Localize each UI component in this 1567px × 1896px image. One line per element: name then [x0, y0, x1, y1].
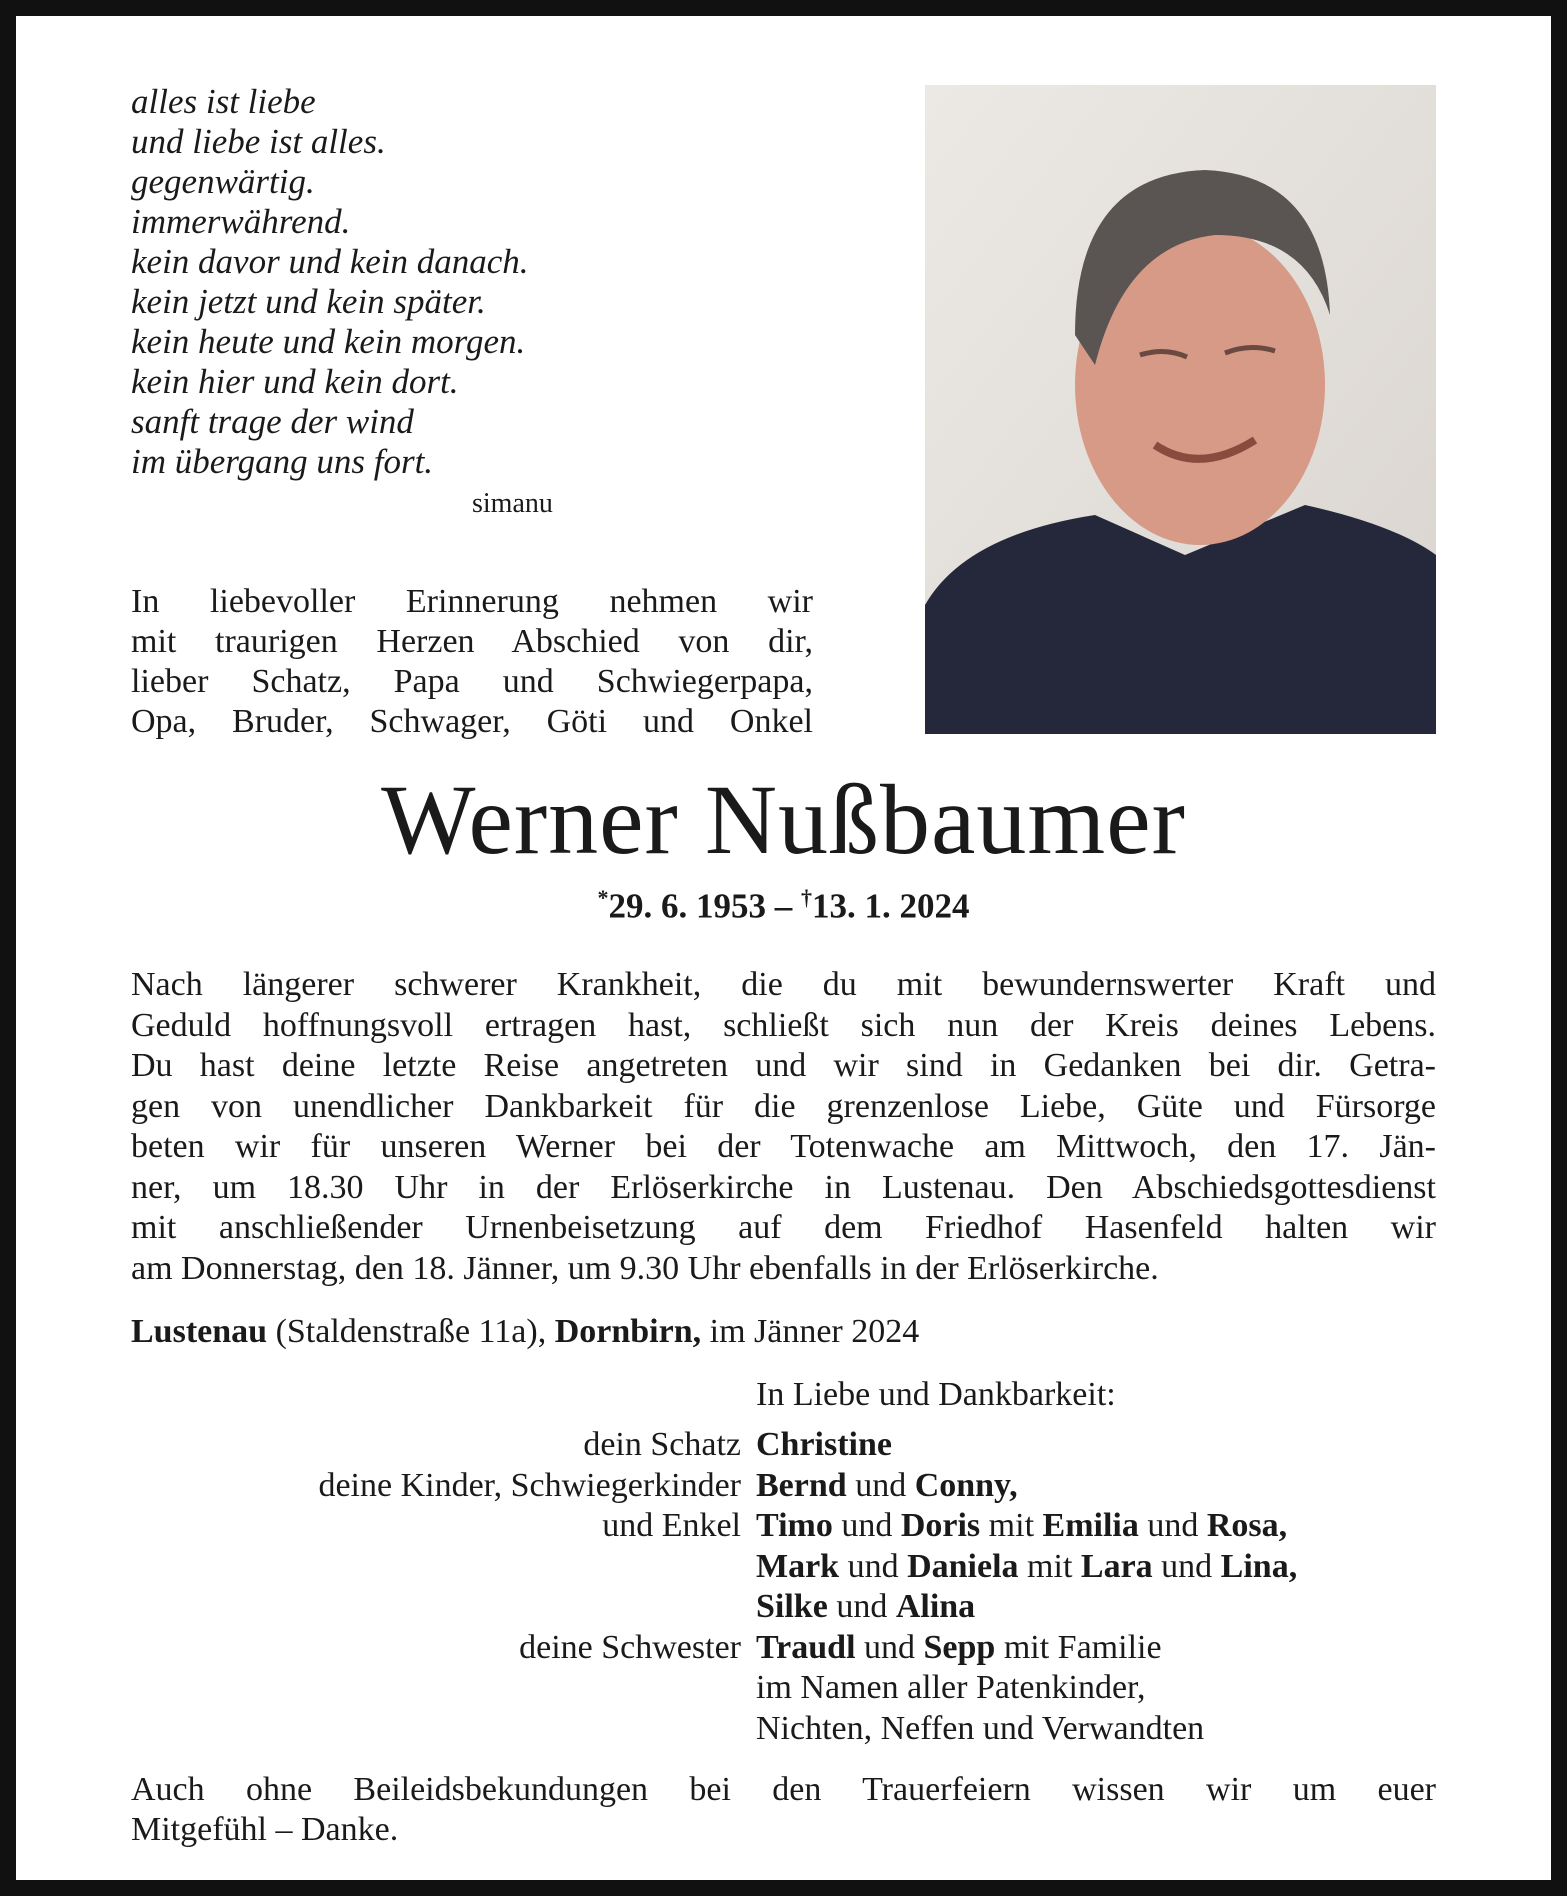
family-row [131, 1466, 1441, 1507]
family-member-name: Sepp [923, 1628, 996, 1666]
body-line: ner, um 18.30 Uhr in der Erlöserkirche in Lustenau. Den Abschiedsgottesdienst [131, 1168, 1436, 1206]
intro-line: lieber Schatz, Papa und Schwiegerpapa, [131, 663, 813, 700]
family-member-name: Lara [1080, 1547, 1153, 1585]
deceased-name: Werner Nußbaumer [381, 764, 1186, 875]
family-names [756, 1547, 1297, 1588]
relation-label [131, 1668, 756, 1709]
intro-line: In liebevoller Erinnerung nehmen wir [131, 583, 813, 620]
connector-text: und [827, 1588, 896, 1625]
poem-line: alles ist liebe [131, 82, 316, 121]
connector-text: und [846, 1466, 915, 1504]
poem-line: immerwährend. [131, 202, 351, 241]
relation-label: und Enkel [602, 1507, 741, 1544]
family-row [131, 1506, 1441, 1547]
relation-label [131, 1709, 756, 1750]
family-list [131, 1425, 1441, 1749]
death-date: 13. 1. 2024 [812, 886, 970, 926]
city-dornbirn: Dornbirn, [554, 1313, 702, 1350]
relation-label: dein Schatz [583, 1426, 741, 1463]
family-names [756, 1506, 1287, 1547]
connector-text: mit Familie [995, 1628, 1162, 1666]
poem-line: sanft trage der wind [131, 402, 414, 441]
family-row [131, 1425, 1441, 1466]
family-names [756, 1466, 1018, 1507]
body-line: mit anschließender Urnenbeisetzung auf dem Friedhof Hasenfeld halten wir [131, 1209, 1436, 1246]
connector-text: mit [980, 1507, 1043, 1544]
family-member-name: Traudl [756, 1628, 856, 1666]
family-names [756, 1709, 1204, 1750]
portrait-photo [925, 85, 1436, 734]
body-line: Nach längerer schwerer Krankheit, die du mit bewundernswerter Kraft und [131, 966, 1436, 1003]
date-separator: – [766, 886, 801, 926]
family-row [131, 1628, 1441, 1669]
connector-text: im Namen aller Patenkinder, [756, 1669, 1146, 1706]
closing-text [131, 1770, 1436, 1850]
relation-label [131, 1587, 756, 1628]
family-member-name: Silke [756, 1588, 828, 1625]
poem-line: kein davor und kein danach. [131, 242, 529, 281]
connector-text: und [839, 1547, 908, 1585]
family-row [131, 1547, 1441, 1588]
family-member-name: Daniela [907, 1547, 1019, 1585]
body-line: beten wir für unseren Werner bei der Totenwache am Mittwoch, den 17. Jän- [131, 1128, 1436, 1165]
closing-line: Mitgefühl – Danke. [131, 1811, 399, 1848]
family-names [756, 1628, 1162, 1669]
date-line: im Jänner 2024 [701, 1313, 920, 1350]
connector-text: und [832, 1507, 901, 1544]
thanks-heading: In Liebe und Dankbarkeit: [756, 1376, 1116, 1413]
body-text [131, 965, 1436, 1289]
address: (Staldenstraße 11a), [267, 1313, 555, 1350]
poem-line: und liebe ist alles. [131, 122, 386, 161]
connector-text: mit [1018, 1547, 1081, 1585]
poem [131, 82, 529, 482]
body-line: Du hast deine letzte Reise angetreten und wir sind in Gedanken bei dir. Getra- [131, 1047, 1436, 1084]
birth-date: 29. 6. 1953 [608, 886, 766, 926]
life-dates [0, 885, 1567, 927]
connector-text: und [1152, 1547, 1221, 1585]
connector-text: und [1138, 1507, 1207, 1544]
family-member-name: Alina [895, 1588, 976, 1625]
body-line: gen von unendlicher Dankbarkeit für die grenzenlose Liebe, Güte und Fürsorge [131, 1087, 1436, 1125]
intro-line: Opa, Bruder, Schwager, Göti und Onkel [131, 703, 813, 740]
family-member-name: Doris [900, 1507, 981, 1544]
poem-line: kein jetzt und kein später. [131, 282, 486, 321]
city-lustenau: Lustenau [131, 1313, 268, 1350]
family-member-name: Rosa, [1206, 1507, 1288, 1544]
family-member-name: Mark [756, 1547, 840, 1585]
closing-line: Auch ohne Beileidsbekundungen bei den Trauerfeiern wissen wir um euer [131, 1771, 1436, 1808]
relation-label: deine Kinder, Schwiegerkinder [318, 1466, 741, 1504]
family-member-name: Bernd [756, 1466, 847, 1504]
family-names [756, 1425, 892, 1466]
death-symbol: † [801, 885, 812, 910]
body-line: am Donnerstag, den 18. Jänner, um 9.30 Uhr ebenfalls in der Erlöserkirche. [131, 1249, 1159, 1287]
intro-line: mit traurigen Herzen Abschied von dir, [131, 623, 813, 660]
family-row [131, 1709, 1441, 1750]
family-member-name: Lina, [1220, 1547, 1298, 1585]
relation-label [131, 1547, 756, 1588]
connector-text: Nichten, Neffen und Verwandten [756, 1709, 1205, 1747]
family-row [131, 1587, 1441, 1628]
body-line: Geduld hoffnungsvoll ertragen hast, schließt sich nun der Kreis deines Lebens. [131, 1006, 1436, 1044]
birth-symbol: * [597, 885, 609, 910]
family-member-name: Conny, [914, 1466, 1018, 1504]
location-line [131, 1313, 919, 1351]
poem-author: simanu [472, 488, 553, 519]
family-row [131, 1668, 1441, 1709]
intro-text [131, 582, 813, 742]
connector-text: und [855, 1628, 924, 1666]
family-names [756, 1668, 1146, 1709]
poem-line: kein hier und kein dort. [131, 362, 459, 401]
relation-label: deine Schwester [519, 1628, 741, 1666]
poem-line: kein heute und kein morgen. [131, 322, 526, 361]
poem-line: im übergang uns fort. [131, 442, 434, 481]
family-member-name: Christine [756, 1426, 892, 1463]
family-member-name: Timo [756, 1507, 833, 1544]
family-names [756, 1587, 975, 1628]
family-member-name: Emilia [1042, 1507, 1139, 1544]
poem-line: gegenwärtig. [131, 162, 315, 201]
